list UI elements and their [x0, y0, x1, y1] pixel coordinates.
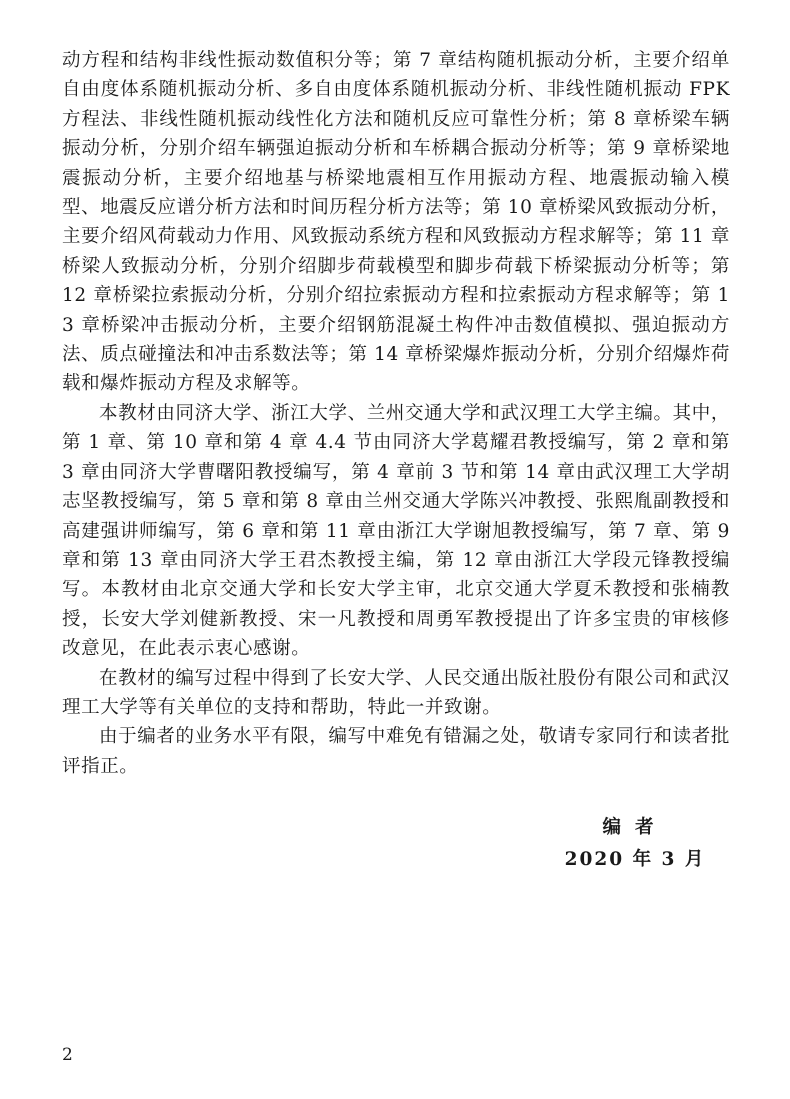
paragraph-acknowledgement: 在教材的编写过程中得到了长安大学、人民交通出版社股份有限公司和武汉理工大学等有关单位的支持和帮助，特此一并致谢。: [62, 667, 730, 718]
body-text: [62, 46, 730, 781]
signature-date: 2020 年 3 月: [564, 849, 706, 870]
paragraph-authors: 本教材由同济大学、浙江大学、兰州交通大学和武汉理工大学主编。其中，第 1 章、第 10 章和第 4 章 4.4 节由同济大学葛耀君教授编写，第 2 章和第 3 章由同济大学曹曙阳教授编写，第 4 章前 3 节和第 14 章由武汉理工大学胡志坚教授编写，第 5 章和第 8 章由兰州交通大学陈兴冲教授、张熙胤副教授和高建强讲师编写，第 6 章和第 11 章由浙江大学谢旭教授编写，第 7 章、第 9 章和第 13 章由同济大学王君杰教授主编，第 12 章由浙江大学段元锋教授编写。本教材由北京交通大学和长安大学主审，北京交通大学夏禾教授和张楠教授，长安大学刘健新教授、宋一凡教授和周勇军教授提出了许多宝贵的审核修改意见，在此表示衷心感谢。: [62, 402, 730, 660]
paragraph-apology: 由于编者的业务水平有限，编写中难免有错漏之处，敬请专家同行和读者批评指正。: [62, 726, 730, 777]
paragraph-chapter-summary: 动方程和结构非线性振动数值积分等；第 7 章结构随机振动分析，主要介绍单自由度体系随机振动分析、多自由度体系随机振动分析、非线性随机振动 FPK 方程法、非线性随机振动线性化方法和随机反应可靠性分析；第 8 章桥梁车辆振动分析，分别介绍车辆强迫振动分析和车桥耦合振动分析等；第 9 章桥梁地震振动分析，主要介绍地基与桥梁地震相互作用振动方程、地震振动输入模型、地震反应谱分析方法和时间历程分析方法等；第 10 章桥梁风致振动分析，主要介绍风荷载动力作用、风致振动系统方程和风致振动方程求解等；第 11 章桥梁人致振动分析，分别介绍脚步荷载模型和脚步荷载下桥梁振动分析等；第 12 章桥梁拉索振动分析，分别介绍拉索振动方程和拉索振动方程求解等；第 13 章桥梁冲击振动分析，主要介绍钢筋混凝土构件冲击数值模拟、强迫振动方法、质点碰撞法和冲击系数法等；第 14 章桥梁爆炸振动分析，分别介绍爆炸荷载和爆炸振动方程及求解等。: [62, 50, 731, 395]
signature-author: 编者: [602, 817, 668, 838]
page-number: 2: [62, 1045, 73, 1065]
